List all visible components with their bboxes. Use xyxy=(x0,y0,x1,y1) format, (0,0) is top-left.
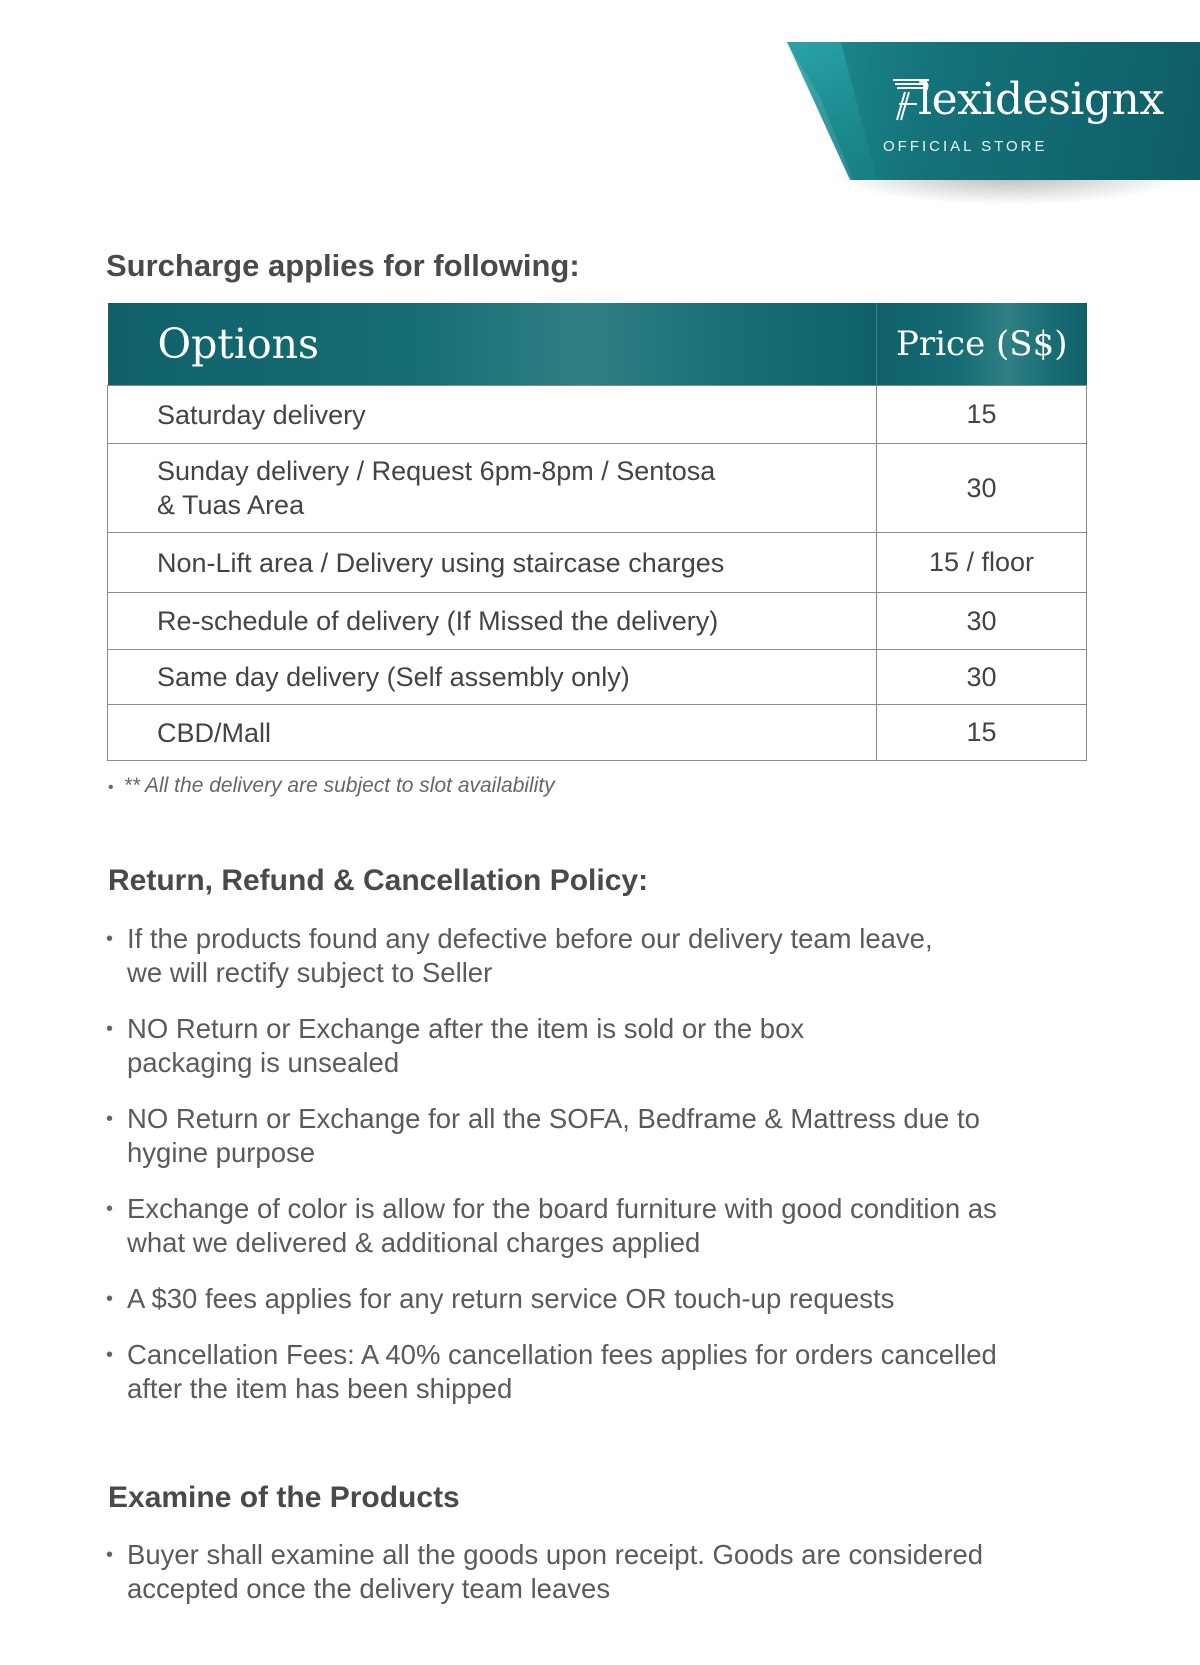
price-cell: 30 xyxy=(877,650,1087,705)
return-policy-list xyxy=(106,922,1066,1428)
brand-name: lexidesignx xyxy=(918,74,1164,125)
bullet-icon: • xyxy=(106,1108,114,1130)
list-item-text: NO Return or Exchange after the item is sold or the box packaging is unsealed xyxy=(127,1013,805,1078)
list-item xyxy=(106,1012,1066,1080)
options-column-header: Options xyxy=(108,303,877,386)
option-cell: Saturday delivery xyxy=(108,386,877,444)
price-cell: 15 xyxy=(877,386,1087,444)
bullet-icon: • xyxy=(106,1344,114,1366)
table-header-row xyxy=(108,303,1087,386)
list-item xyxy=(106,1102,1066,1170)
examine-list xyxy=(106,1538,1066,1628)
list-item xyxy=(106,1338,1066,1406)
bullet-icon: • xyxy=(108,779,114,796)
option-cell: Same day delivery (Self assembly only) xyxy=(108,650,877,705)
option-cell: Sunday delivery / Request 6pm-8pm / Sentosa & Tuas Area xyxy=(108,444,877,533)
table-row xyxy=(108,593,1087,650)
list-item-text: A $30 fees applies for any return service OR touch-up requests xyxy=(127,1283,895,1314)
list-item-text: Cancellation Fees: A 40% cancellation fees applies for orders cancelled after the item has been shipped xyxy=(127,1339,997,1404)
surcharge-heading: Surcharge applies for following: xyxy=(106,248,580,283)
bullet-icon: • xyxy=(106,1018,114,1040)
surcharge-table xyxy=(107,303,1087,761)
table-row xyxy=(108,533,1087,593)
price-cell: 30 xyxy=(877,444,1087,533)
list-item-text: Buyer shall examine all the goods upon receipt. Goods are considered accepted once the delivery team leaves xyxy=(127,1539,984,1604)
list-item-text: Exchange of color is allow for the board furniture with good condition as what we delivered & additional charges applied xyxy=(127,1193,997,1258)
examine-heading: Examine of the Products xyxy=(108,1481,460,1514)
availability-note xyxy=(108,774,555,798)
brand-banner xyxy=(770,30,1200,220)
price-cell: 15 xyxy=(877,705,1087,761)
brand-subtitle: OFFICIAL STORE xyxy=(883,138,1048,155)
table-row xyxy=(108,444,1087,533)
table-row xyxy=(108,705,1087,761)
return-policy-heading: Return, Refund & Cancellation Policy: xyxy=(108,864,649,897)
list-item-text: NO Return or Exchange for all the SOFA, Bedframe & Mattress due to hygine purpose xyxy=(127,1103,980,1168)
bullet-icon: • xyxy=(106,1198,114,1220)
list-item xyxy=(106,1282,1066,1316)
price-cell: 15 / floor xyxy=(877,533,1087,593)
bullet-icon: • xyxy=(106,1288,114,1310)
bullet-icon: • xyxy=(106,1544,114,1566)
option-cell: CBD/Mall xyxy=(108,705,877,761)
list-item xyxy=(106,922,1066,990)
option-cell: Non-Lift area / Delivery using staircase charges xyxy=(108,533,877,593)
option-cell: Re-schedule of delivery (If Missed the delivery) xyxy=(108,593,877,650)
availability-note-text: ** All the delivery are subject to slot availability xyxy=(123,774,555,797)
table-row xyxy=(108,650,1087,705)
price-column-header: Price (S$) xyxy=(877,303,1087,386)
list-item xyxy=(106,1538,1066,1606)
price-cell: 30 xyxy=(877,593,1087,650)
bullet-icon: • xyxy=(106,928,114,950)
list-item xyxy=(106,1192,1066,1260)
table-row xyxy=(108,386,1087,444)
list-item-text: If the products found any defective before our delivery team leave, we will rectify subject to Seller xyxy=(127,923,933,988)
